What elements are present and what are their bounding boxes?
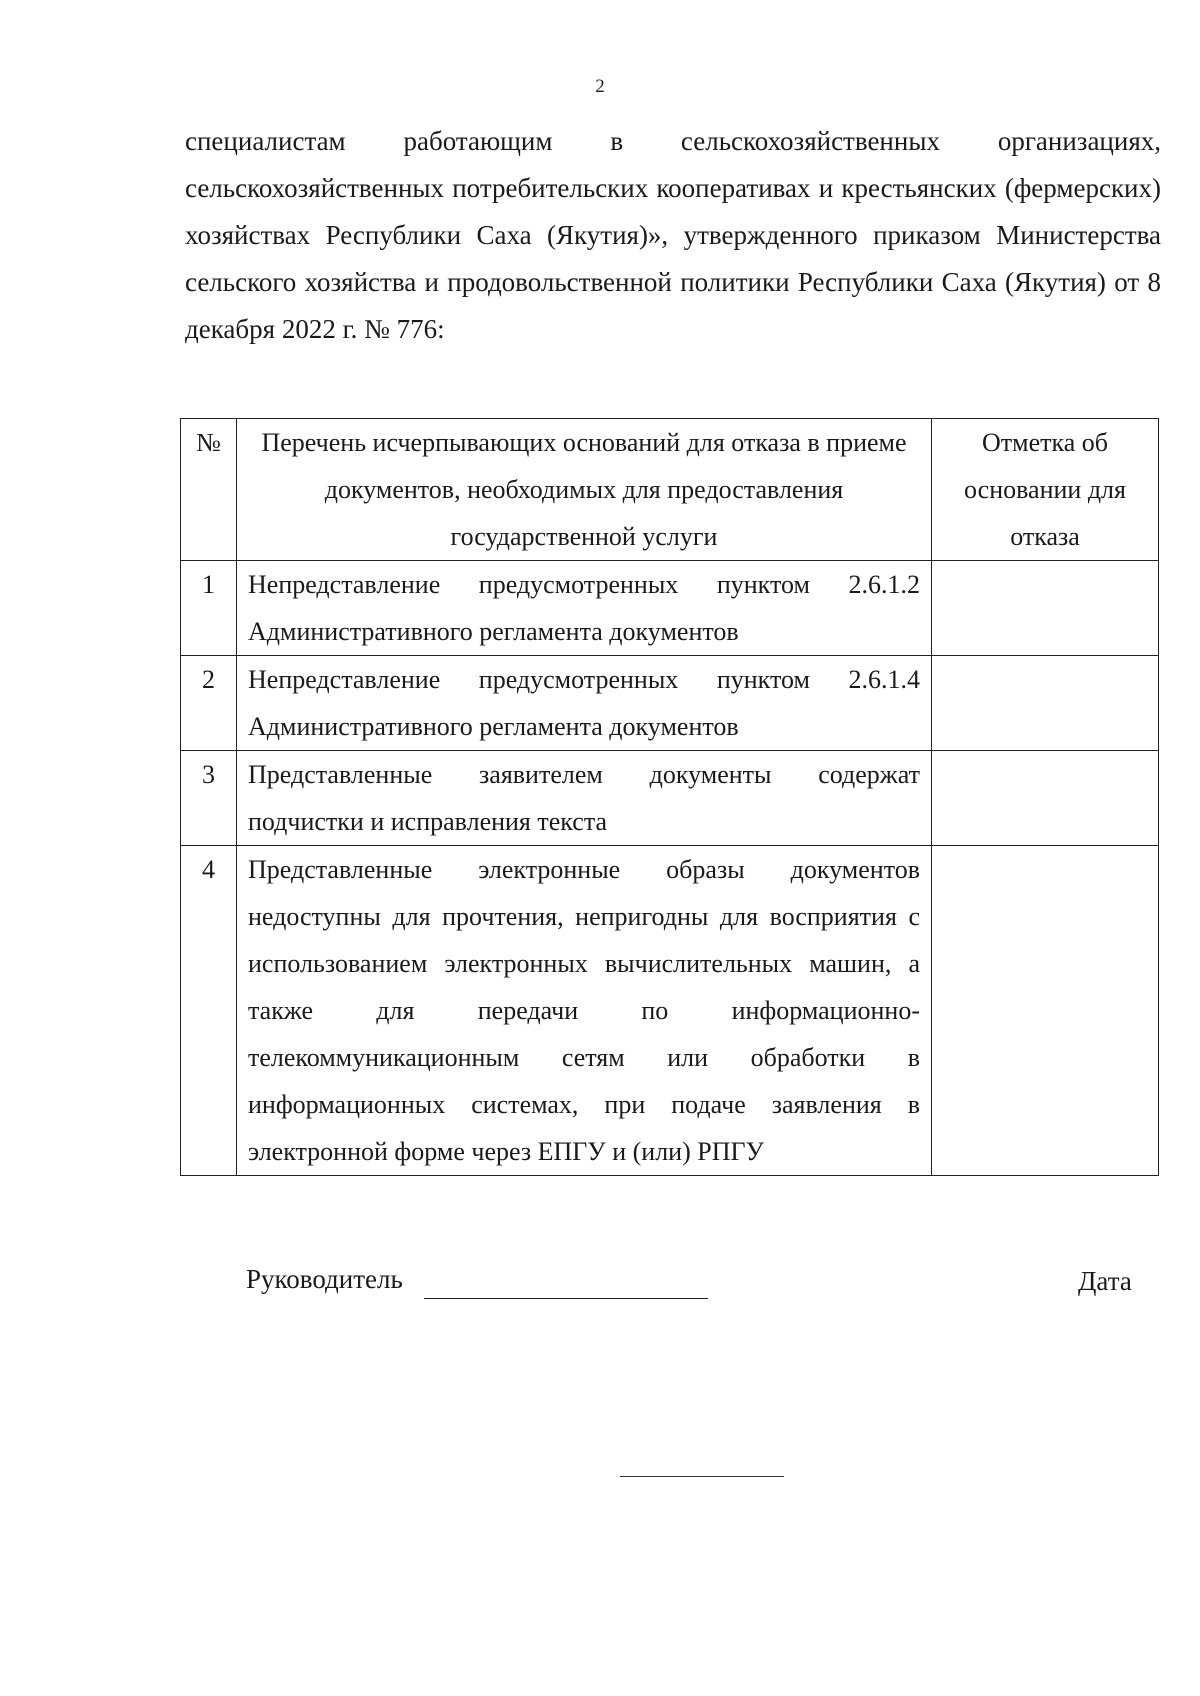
row-mark-cell[interactable] bbox=[932, 751, 1159, 846]
row-number: 2 bbox=[181, 656, 237, 751]
row-number: 3 bbox=[181, 751, 237, 846]
table-row bbox=[181, 561, 1159, 656]
refusal-grounds-table bbox=[180, 418, 1159, 1176]
table-row bbox=[181, 751, 1159, 846]
signature-label: Руководитель bbox=[246, 1264, 403, 1294]
row-reason: Непредставление предусмотренных пунктом 2.6.1.2 Административного регламента документов bbox=[237, 561, 932, 656]
header-number: № bbox=[181, 419, 237, 561]
header-mark: Отметка об основании для отказа bbox=[932, 419, 1159, 561]
table-header-row bbox=[181, 419, 1159, 561]
signature-line[interactable] bbox=[424, 1298, 708, 1299]
table-row bbox=[181, 656, 1159, 751]
intro-paragraph: специалистам работающим в сельскохозяйственных организациях, сельскохозяйственных потребительских кооперативах и крестьянских (фермерских) хозяйствах Республики Саха (Якутия)», утвержденного приказом Министерства сельского хозяйства и продовольственной политики Республики Саха (Якутия) от 8 декабря 2022 г. № 776: bbox=[185, 126, 1161, 344]
table-row bbox=[181, 846, 1159, 1176]
header-reason: Перечень исчерпывающих оснований для отказа в приеме документов, необходимых для предоставления государственной услуги bbox=[237, 419, 932, 561]
row-mark-cell[interactable] bbox=[932, 846, 1159, 1176]
row-reason: Представленные заявителем документы содержат подчистки и исправления текста bbox=[237, 751, 932, 846]
row-reason: Непредставление предусмотренных пунктом 2.6.1.4 Административного регламента документов bbox=[237, 656, 932, 751]
row-number: 4 bbox=[181, 846, 237, 1176]
page-number: 2 bbox=[595, 76, 605, 97]
row-reason: Представленные электронные образы документов недоступны для прочтения, непригодны для восприятия с использованием электронных вычислительных машин, а также для передачи по информационно-телекоммуникационным сетям или обработки в информационных системах, при подаче заявления в электронной форме через ЕПГУ и (или) РПГУ bbox=[237, 846, 932, 1176]
row-number: 1 bbox=[181, 561, 237, 656]
end-divider bbox=[620, 1476, 784, 1477]
date-label: Дата bbox=[1078, 1266, 1132, 1296]
row-mark-cell[interactable] bbox=[932, 561, 1159, 656]
row-mark-cell[interactable] bbox=[932, 656, 1159, 751]
